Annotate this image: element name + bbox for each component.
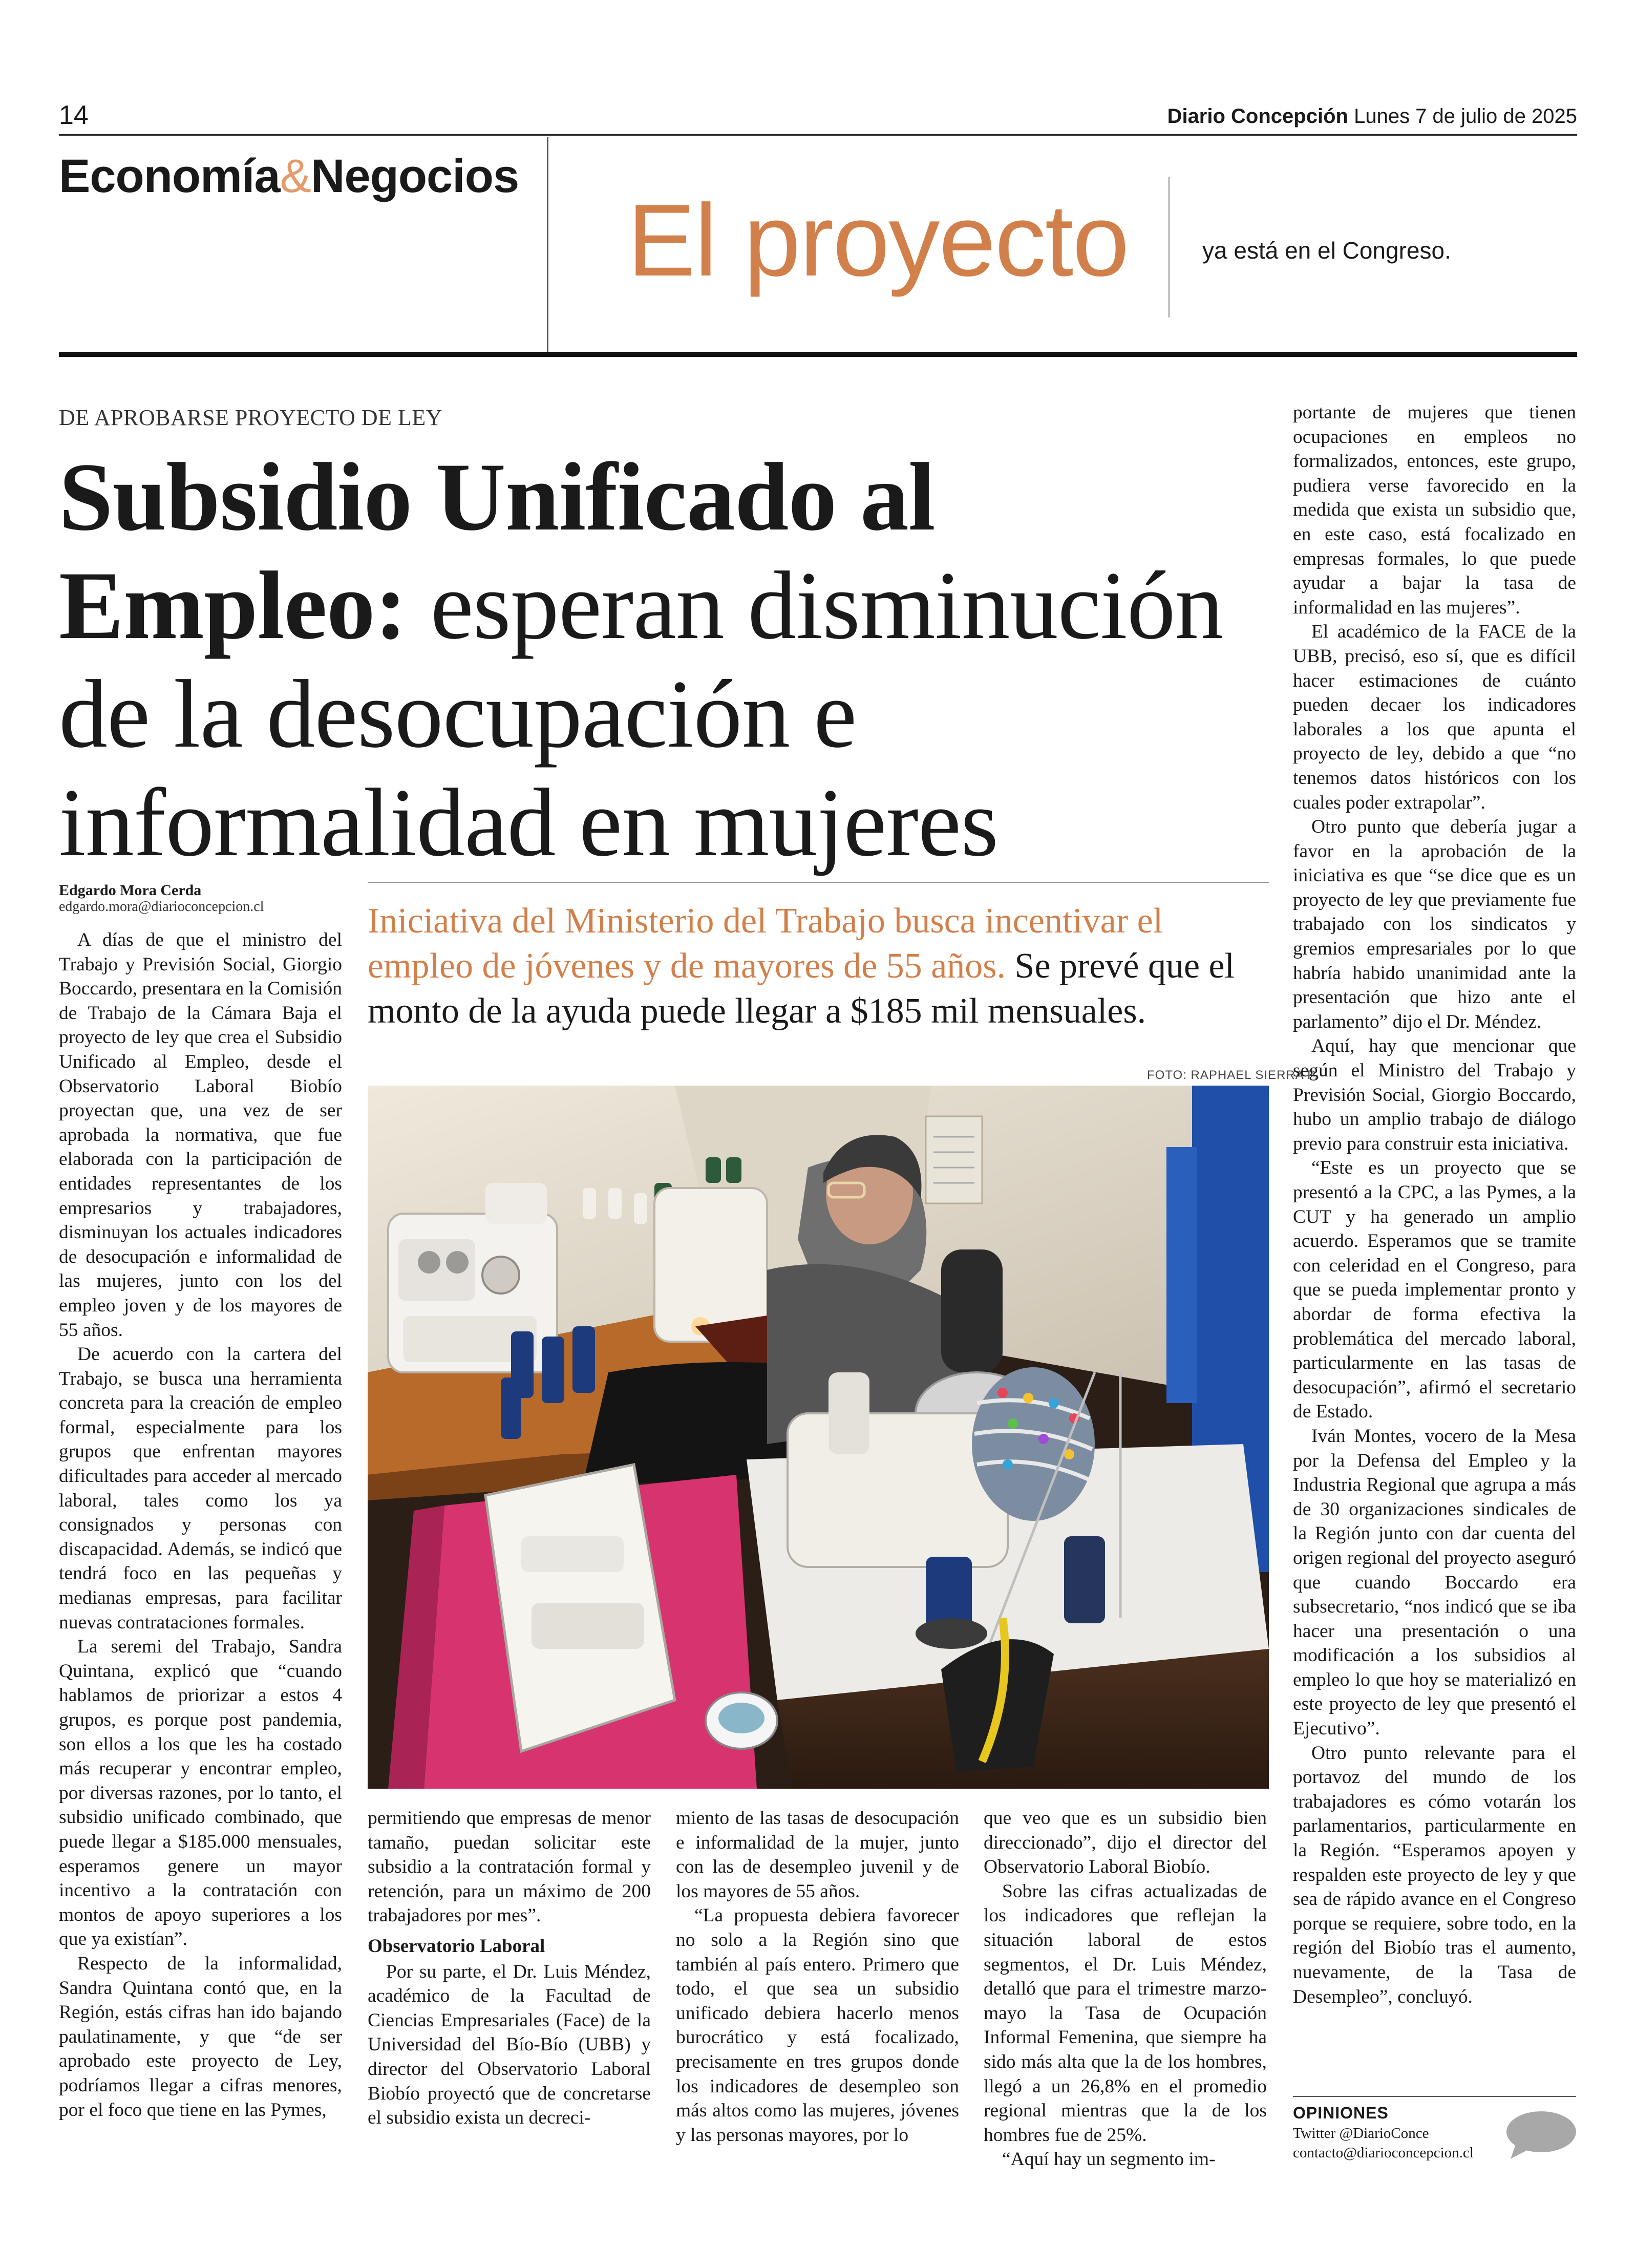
paragraph: Aquí, hay que mencionar que según el Ministro del Trabajo y Previsión Social, Giorgio Boccardo, hubo un amplio trabajo de diálogo previo para construir esta iniciativa. [1293,1035,1576,1154]
lead-rest: Se prevé que el monto de la ayuda puede llegar a $185 mil mensuales. [368,946,1235,1031]
slogan-big: El proyecto [627,183,1129,298]
headline-rest-1: esperan disminución [407,552,1223,660]
paragraph: Respecto de la informalidad, Sandra Quintana contó que, en la Región, estás cifras han ido bajando paulatinamente, y que “de ser aprobado este proyecto de Ley, podríamos llegar a cifras menores, por el foco que tiene en las Pymes, [59,1953,342,2121]
article-column-5 [1293,400,1576,2009]
lead-rule [368,882,1269,883]
speech-bubble-icon [1500,2109,1577,2160]
opinions-rule [1293,2096,1576,2097]
kicker: DE APROBARSE PROYECTO DE LEY [59,405,443,430]
paragraph: “Aquí hay un segmento im- [1002,2149,1216,2170]
paragraph: “La propuesta debiera favorecer no solo a la Región sino que también al país entero. Primero que todo, el que sea un subsidio unificado debiera hacerlo menos burocrático y está focalizado, precisamente en tres grupos donde los indicadores de desempleo son más altos como las mujeres, jóvenes y las personas mayores, por lo [676,1905,959,2146]
paragraph: Otro punto que debería jugar a favor en la aprobación de la iniciativa es que “se dice que es un proyecto de ley que previamente fue trabajado con los sindicatos y gremios empresariales por lo que habría habido unanimidad ante la presentación que hizo ante el parlamento” dijo el Dr. Méndez. [1293,816,1576,1032]
article-column-2 [368,1806,651,2130]
paragraph: Otro punto relevante para el portavoz del mundo de los trabajadores es cómo votarán los parlamentarios, particularmente en la Región. “Esperamos apoyen y respalden este proyecto de ley y que sea de rápido avance en el Congreso porque se requiere, sobre todo, en la región del Biobío tras el aumento, nuevamente, de la Tasa de Desempleo”, concluyó. [1293,1742,1576,2007]
publication-date: Lunes 7 de julio de 2025 [1354,105,1577,128]
lead-paragraph [368,899,1269,1034]
paragraph: portante de mujeres que tienen ocupaciones en empleos no formalizados, entonces, este grupo, pudiera verse favorecido en la medida que exista un subsidio que, en este caso, está focalizado en empresas formales, lo que puede ayudar a bajar la tasa de informalidad en las mujeres”. [1293,402,1576,618]
paragraph: miento de las tasas de desocupación e informalidad de la mujer, junto con las de desempleo juvenil y de los mayores de 55 años. [676,1808,959,1902]
paragraph: que veo que es un subsidio bien direccionado”, dijo el director del Observatorio Laboral Biobío. [984,1808,1267,1878]
paragraph: permitiendo que empresas de menor tamaño, puedan solicitar este subsidio a la contratación formal y retención, para un máximo de 200 trabajadores por mes”. [368,1808,651,1926]
header-heavy-rule [59,352,1577,357]
headline-rest-3: informalidad en mujeres [59,769,998,877]
slogan-divider [1168,177,1170,317]
subheading: Observatorio Laboral [368,1935,545,1957]
section-title [59,150,519,203]
section-right: Negocios [311,150,519,202]
article-column-3 [676,1806,959,2147]
opinions-twitter[interactable]: Twitter @DiarioConce [1293,2125,1429,2142]
headline-rest-2: de la desocupación e [59,661,857,768]
author-email: edgardo.mora@diarioconcepcion.cl [59,899,264,915]
paragraph: “Este es un proyecto que se presentó a la CPC, a las Pymes, a la CUT y ha generado un amplio acuerdo. Esperamos que se tramite con celeridad en el Congreso, para que se pueda implementar pronto y abordar de forma efectiva la problemática del mercado laboral, particularmente en las tasas de desocupación”, afirmó el secretario de Estado. [1293,1157,1576,1423]
paragraph: Iván Montes, vocero de la Mesa por la Defensa del Empleo y la Industria Regional que agrupa a más de 30 organizaciones sindicales de la Región junto con dar cuenta del origen regional del proyecto aseguró que cuando Boccardo era subsecretario, “nos indicó que se iba hacer una presentación o una modificación a los subsidios al empleo lo que hoy se materializó en este proyecto de ley que presentó el Ejecutivo”. [1293,1425,1576,1740]
paragraph: A días de que el ministro del Trabajo y Previsión Social, Giorgio Boccardo, presentara en la Comisión de Trabajo de la Cámara Baja el proyecto de ley que crea el Subsidio Unificado al Empleo, desde el Observatorio Laboral Biobío proyectan que, una vez de ser aprobada la normativa, que fue elaborada con la participación de entidades representantes de los empresarios y trabajadores, disminuyan los actuales indicadores de desocupación e informalidad de las mujeres, junto con los del empleo joven y de los mayores de 55 años. [59,929,342,1341]
paragraph: De acuerdo con la cartera del Trabajo, se busca una herramienta concreta para la creación de empleo formal, especialmente para los grupos que enfrentan mayores dificultades para acceder al mercado laboral, tales como los ya consignados y personas con discapacidad. Además, se indicó que tendrá foco en las pequeñas y medianas empresas, para facilitar nuevas contrataciones formales. [59,1344,342,1633]
header-divider [547,137,548,352]
headline [59,443,1267,877]
opinions-email[interactable]: contacto@diarioconcepcion.cl [1293,2145,1474,2161]
paragraph: Por su parte, el Dr. Luis Méndez, académico de la Facultad de Ciencias Empresariales (Face) de la Universidad del Bío-Bío (UBB) y director del Observatorio Laboral Biobío proyectó que de concretarse el subsidio exista un decreci- [368,1961,651,2129]
newspaper-name: Diario Concepción [1167,105,1348,128]
section-left: Economía [59,150,280,202]
opinions-title: OPINIONES [1293,2104,1389,2122]
paragraph: La seremi del Trabajo, Sandra Quintana, explicó que “cuando hablamos de priorizar a estos 4 grupos, es porque post pandemia, son ellos a los que les ha costado más recuperar y encontrar empleo, por diversas razones, por lo tanto, el subsidio unificado combinado, que puede llegar a $185.000 mensuales, esperamos genere un mayor incentivo a la contratación con montos de apoyo superiores a los que ya existían”. [59,1636,342,1950]
photo-credit: FOTO: RAPHAEL SIERRA P. [1147,1068,1319,1082]
sewing-workshop-photo [368,1086,1269,1789]
page-number: 14 [59,100,89,130]
paragraph: Sobre las cifras actualizadas de los indicadores que reflejan la situación laboral de estos segmentos, el Dr. Luis Méndez, detalló que para el trimestre marzo- mayo la Tasa de Ocupación Informal Femenina, que siempre ha sido más alta que la de los hombres, llegó a un 26,8% en el promedio regional mientras que la de los hombres fue de 25%. [984,1880,1267,2146]
paragraph: El académico de la FACE de la UBB, precisó, eso sí, que es difícil hacer estimaciones de cuánto pueden decaer los indicadores laborales a los que apunta el proyecto de ley, debido a que “no tenemos datos históricos con los cuales poder extrapolar”. [1293,621,1576,813]
headline-bold-1: Subsidio Unificado al [59,443,935,551]
section-amp: & [280,150,311,202]
article-column-4 [984,1806,1267,2172]
slogan-small: ya está en el Congreso. [1202,237,1451,264]
masthead [1167,105,1577,128]
author-name: Edgardo Mora Cerda [59,882,202,899]
headline-bold-2: Empleo: [59,552,407,660]
lead-highlight: Iniciativa del Ministerio del Trabajo busca incentivar el empleo de jóvenes y de mayores de 55 años. [368,901,1163,986]
header-rule [59,134,1577,136]
article-column-1 [59,928,342,2122]
